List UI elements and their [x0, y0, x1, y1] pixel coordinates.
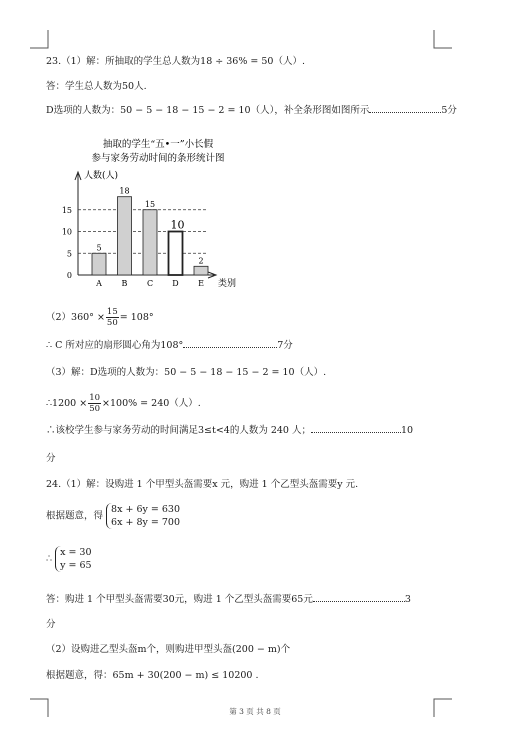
fraction-numerator: 10 — [89, 393, 101, 403]
q23-part1-line — [46, 55, 305, 68]
q23-part2-line — [46, 304, 154, 332]
fraction-denominator: 50 — [89, 404, 101, 414]
crop-mark-top-left — [30, 30, 50, 50]
data-label-D: 10 — [170, 218, 185, 232]
y-tick-label: 10 — [61, 227, 72, 237]
q23-calc-text: ∴1200 × — [46, 398, 88, 409]
q24-answer-text: 答：购进 1 个甲型头盔需要30元，购进 1 个乙型头盔需要65元 — [46, 594, 313, 605]
q23-d-count-line — [46, 104, 457, 117]
q23-part1-text: 23.（1）解：所抽取的学生总人数为 — [46, 56, 201, 67]
q23-part2-text: （2）360° × — [46, 312, 105, 323]
q24-score-unit: 分 — [46, 619, 56, 630]
y-tick-label: 0 — [66, 271, 72, 280]
q23-calc-line — [46, 390, 201, 418]
score-label: 3 — [404, 594, 411, 605]
bar-C — [143, 210, 157, 275]
score-label: 10 — [401, 425, 414, 436]
data-label-A: 5 — [96, 243, 102, 253]
leader-dots — [183, 347, 277, 348]
bar-B — [118, 197, 132, 275]
q24-system-label: 根据题意，得 — [46, 510, 104, 522]
q23-score-unit: 分 — [46, 453, 56, 464]
chart-title: 抽取的学生“五•一”小长假 — [102, 139, 214, 150]
q24-system-line — [46, 503, 180, 529]
q23-part1-unit: （人）. — [273, 56, 305, 67]
crop-mark-top-right — [432, 30, 452, 50]
equation-system — [106, 503, 180, 529]
fraction-denominator: 50 — [106, 318, 118, 328]
q23-d-count-text: （人），补全条形图如图所示 — [250, 105, 370, 116]
q23-angle-line — [46, 339, 293, 352]
x-tick-label: E — [198, 279, 204, 288]
x-tick-label: A — [96, 279, 102, 288]
chart-ylabel: 人数(人) — [84, 171, 119, 181]
x-tick-label: B — [121, 279, 128, 288]
q24-part1-line: 24.（1）解：设购进 1 个甲型头盔需要x 元，购进 1 个乙型头盔需要y 元. — [46, 479, 359, 490]
x-tick-label: D — [172, 279, 179, 288]
solution-system — [55, 546, 91, 572]
fraction-15-50 — [106, 307, 119, 328]
q23-angle-text: ∴ C 所对应的扇形圆心角为108° — [46, 340, 184, 351]
equation-2: 6x + 8y = 700 — [111, 517, 180, 528]
q23-part1-expression: 18 ÷ 36% = 50 — [200, 56, 274, 67]
solution-y: y = 65 — [60, 560, 92, 571]
q24-answer-line — [46, 593, 411, 606]
bar-A — [92, 253, 106, 275]
data-label-C: 15 — [144, 199, 156, 209]
data-label-B: 18 — [119, 186, 130, 196]
bar-chart — [48, 134, 248, 302]
therefore-symbol: ∴ — [46, 553, 53, 565]
q23-part3-line: （3）解：D选项的人数为：50 − 5 − 18 − 15 − 2 = 10（人）. — [46, 367, 327, 378]
q24-part2-line: （2）设购进乙型头盔m个，则购进甲型头盔(200 − m)个 — [46, 644, 291, 655]
y-tick-label: 15 — [61, 205, 72, 215]
q23-d-count-label: D选项的人数为： — [46, 105, 121, 116]
equation-1: 8x + 6y = 630 — [111, 504, 180, 515]
y-tick-label: 5 — [66, 249, 72, 259]
q23-answer-line: 答：学生总人数为50人. — [46, 81, 147, 92]
leader-dots — [369, 112, 441, 113]
chart-subtitle: 参与家务劳动时间的条形统计图 — [91, 153, 225, 164]
x-tick-label: C — [146, 279, 154, 288]
score-label: 7分 — [277, 340, 293, 351]
fraction-numerator: 15 — [106, 307, 118, 317]
q23-part2-result: = 108° — [119, 312, 154, 323]
bar-E — [194, 266, 208, 275]
leader-dots — [311, 432, 401, 433]
q23-calc-result: ×100% = 240（人）. — [102, 398, 201, 409]
page-footer: 第 3 页 共 8 页 — [229, 707, 281, 716]
q23-conclusion-text: ∴该校学生参与家务劳动的时间满足3≤t<4的人数为 240 人； — [46, 425, 311, 436]
q24-inequality-line: 根据题意，得：65m + 30(200 − m) ≤ 10200 . — [46, 670, 259, 681]
solution-x: x = 30 — [60, 547, 92, 558]
score-label: 5分 — [441, 105, 457, 116]
q23-d-count-expression: 50 − 5 − 18 − 15 − 2 = 10 — [120, 105, 251, 116]
leader-dots — [313, 601, 405, 602]
fraction-10-50 — [88, 393, 101, 414]
data-label-E: 2 — [198, 256, 204, 266]
q24-solution-line — [46, 546, 92, 572]
chart-xlabel: 类别 — [218, 279, 237, 289]
q23-conclusion-line — [46, 424, 413, 437]
bar-D — [169, 232, 183, 276]
